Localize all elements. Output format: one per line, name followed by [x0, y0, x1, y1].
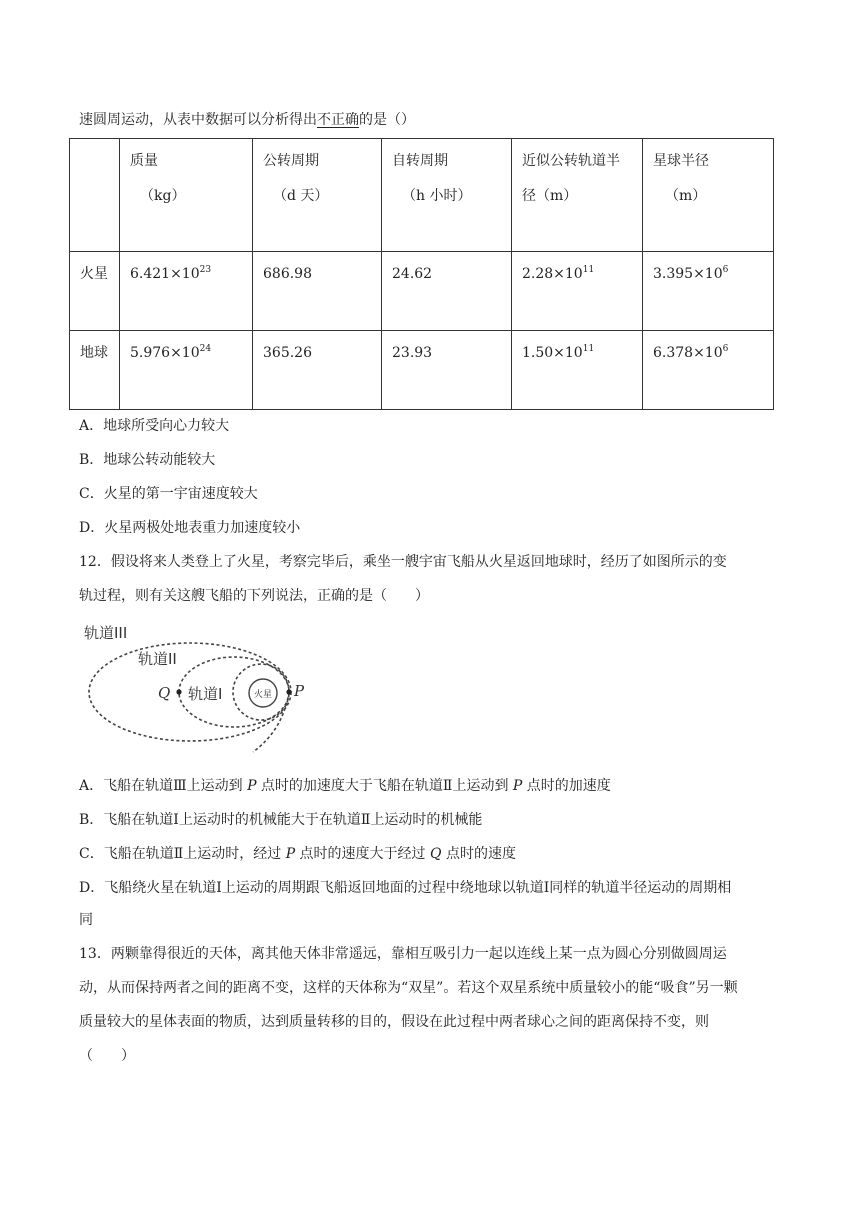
cell-orbit-radius: $1.50\times 10^{11}$ [512, 331, 643, 410]
cell-orbit-period: 365.26 [253, 331, 382, 410]
intro-text-before: 速圆周运动，从表中数据可以分析得出 [79, 112, 317, 128]
mars-label: 火星 [253, 690, 273, 700]
orbit-2-label: 轨道II [138, 650, 177, 668]
q12-option-d-line1: D．飞船绕火星在轨道Ⅰ上运动的周期跟飞船返回地面的过程中绕地球以轨道Ⅰ同样的轨道半径运动的周期相 [79, 880, 732, 896]
intro-text-after: 的是（） [359, 112, 415, 128]
cell-orbit-period: 686.98 [253, 252, 382, 331]
q13-stem-line2: 动，从而保持两者之间的距离不变，这样的天体称为“双星”。若这个双星系统中质量较小的能“吸食”另一颗 [79, 980, 738, 996]
header-cell-empty [70, 139, 120, 252]
cell-planet-radius: $6.378\times 10^6$ [643, 331, 774, 410]
cell-planet-radius: $3.395\times 10^6$ [643, 252, 774, 331]
orbit-3-label: 轨道III [84, 624, 128, 642]
q13-stem-line3: 质量较大的星体表面的物质，达到质量转移的目的，假设在此过程中两者球心之间的距离保持不变，则 [79, 1014, 709, 1030]
orbit-diagram [78, 620, 318, 760]
q12-option-a: A．飞船在轨道Ⅲ上运动到 P 点时的加速度大于飞船在轨道Ⅱ上运动到 P 点时的加速度 [79, 778, 611, 794]
q11-option-c: C．火星的第一宇宙速度较大 [79, 486, 258, 502]
point-p-dot [286, 689, 291, 694]
cell-spin-period: 23.93 [382, 331, 512, 410]
q11-option-a: A．地球所受向心力较大 [79, 418, 230, 434]
question-11-intro [79, 110, 415, 130]
cell-orbit-radius: $2.28\times 10^{11}$ [512, 252, 643, 331]
header-cell-planet-radius: 星球半径 （m） [643, 139, 774, 252]
orbit-1-label: 轨道I [188, 685, 223, 703]
q12-stem-line2: 轨过程，则有关这艘飞船的下列说法，正确的是（ ） [79, 588, 429, 604]
q13-stem-line1: 13．两颗靠得很近的天体，离其他天体非常遥远，靠相互吸引力一起以连线上某一点为圆心分别做圆周运 [79, 946, 727, 962]
cell-mass: $6.421\times 10^{23}$ [120, 252, 253, 331]
q12-option-d-line2: 同 [79, 912, 93, 928]
table-header-row [70, 139, 774, 252]
intro-underlined: 不正确 [317, 112, 359, 128]
cell-spin-period: 24.62 [382, 252, 512, 331]
q12-option-b: B．飞船在轨道Ⅰ上运动时的机械能大于在轨道Ⅱ上运动时的机械能 [79, 812, 483, 828]
point-q-dot [176, 689, 181, 694]
header-cell-spin-period: 自转周期 （h 小时） [382, 139, 512, 252]
q11-option-b: B．地球公转动能较大 [79, 452, 216, 468]
header-cell-orbit-period: 公转周期 （d 天） [253, 139, 382, 252]
table-row-earth [70, 331, 774, 410]
table-row-mars [70, 252, 774, 331]
q12-stem-line1: 12．假设将来人类登上了火星，考察完毕后，乘坐一艘宇宙飞船从火星返回地球时，经历了如图所示的变 [79, 554, 727, 570]
header-cell-mass: 质量 （kg） [120, 139, 253, 252]
point-p-label: P [294, 682, 305, 700]
cell-mass: $5.976\times 10^{24}$ [120, 331, 253, 410]
row-name: 火星 [70, 252, 120, 331]
q13-stem-line4: （ ） [79, 1048, 135, 1064]
q11-option-d: D．火星两极处地表重力加速度较小 [79, 520, 301, 536]
q12-option-c: C．飞船在轨道Ⅱ上运动时，经过 P 点时的速度大于经过 Q 点时的速度 [79, 846, 516, 862]
planet-data-table [69, 138, 774, 410]
row-name: 地球 [70, 331, 120, 410]
header-cell-orbit-radius: 近似公转轨道半 径（m） [512, 139, 643, 252]
point-q-label: Q [158, 684, 171, 702]
